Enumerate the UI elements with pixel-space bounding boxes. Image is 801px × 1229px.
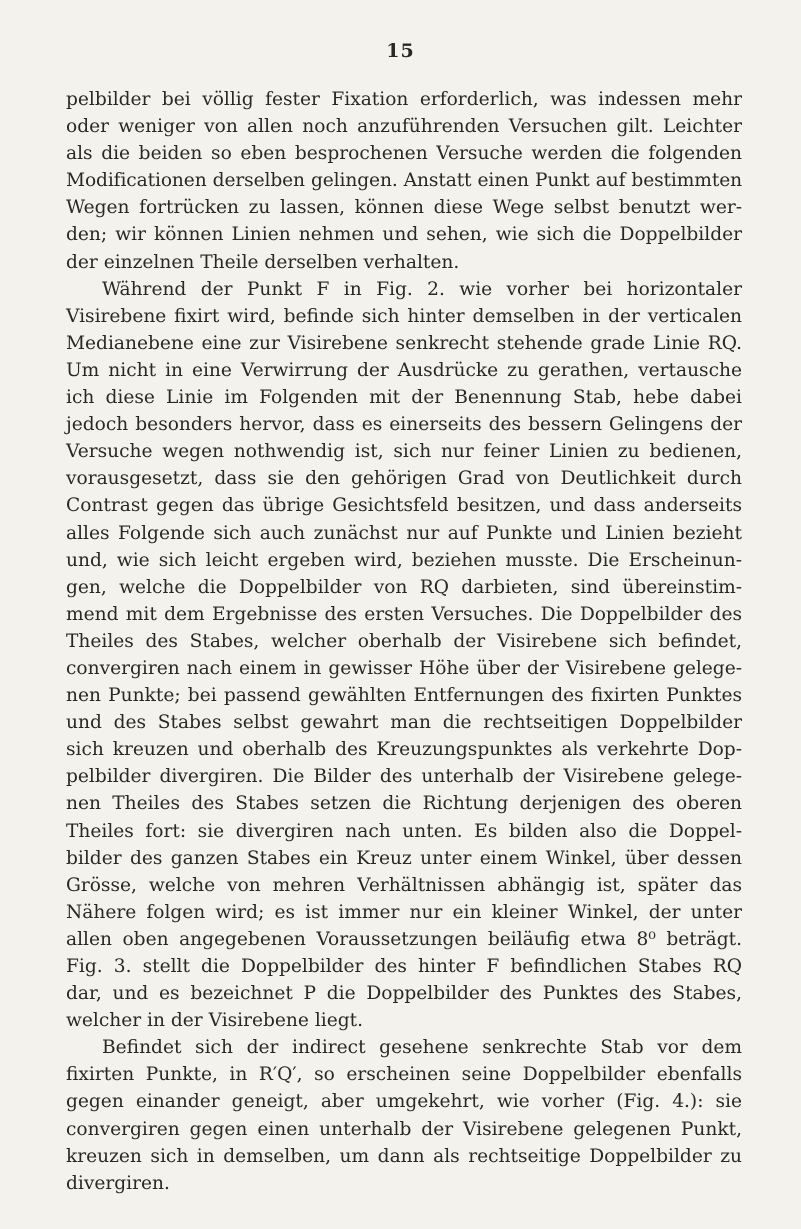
text-line: nen Theiles des Stabes setzen die Richtung derjenigen des oberen	[66, 793, 742, 815]
text-line: Befindet sich der indirect gesehene senkrechte Stab vor dem	[102, 1037, 742, 1059]
text-line: dar, und es bezeichnet P die Doppelbilder des Punktes des Stabes,	[66, 983, 742, 1005]
text-line: Während der Punkt F in Fig. 2. wie vorher bei horizontaler	[102, 278, 742, 300]
text-line: fixirten Punkte, in R′Q′, so erscheinen seine Doppelbilder ebenfalls	[66, 1064, 742, 1086]
text-line: und, wie sich leicht ergeben wird, beziehen musste. Die Erscheinun-	[66, 549, 742, 571]
text-line: als die beiden so eben besprochenen Versuche werden die folgenden	[66, 143, 742, 165]
text-line: Theiles fort: sie divergiren nach unten. Es bilden also die Doppel-	[66, 820, 742, 842]
text-line: convergiren nach einem in gewisser Höhe über der Visirebene gelege-	[66, 657, 742, 679]
text-line: Versuche wegen nothwendig ist, sich nur feiner Linien zu bedienen,	[66, 441, 742, 463]
text-line: den; wir können Linien nehmen und sehen, wie sich die Doppelbilder	[66, 224, 742, 246]
text-line: allen oben angegebenen Voraussetzungen beiläufig etwa 8⁰ beträgt.	[66, 928, 742, 950]
text-line: alles Folgende sich auch zunächst nur auf Punkte und Linien bezieht	[66, 522, 742, 544]
text-line: nen Punkte; bei passend gewählten Entfernungen des fixirten Punktes	[66, 685, 742, 707]
text-line: Contrast gegen das übrige Gesichtsfeld besitzen, und dass anderseits	[66, 495, 742, 517]
text-line: der einzelnen Theile derselben verhalten.	[66, 251, 460, 273]
text-line: Fig. 3. stellt die Doppelbilder des hinter F befindlichen Stabes RQ	[66, 956, 742, 977]
text-line: Theiles des Stabes, welcher oberhalb der Visirebene sich befindet,	[66, 630, 742, 652]
text-line: Wegen fortrücken zu lassen, können diese Wege selbst benutzt wer-	[66, 197, 742, 219]
text-line: Grösse, welche von mehren Verhältnissen abhängig ist, später das	[66, 874, 742, 896]
text-line: pelbilder bei völlig fester Fixation erforderlich, was indessen mehr	[66, 89, 742, 110]
body-text	[66, 86, 742, 1197]
text-line: ich diese Linie im Folgenden mit der Benennung Stab, hebe dabei	[66, 387, 742, 409]
text-line: convergiren gegen einen unterhalb der Visirebene gelegenen Punkt,	[66, 1118, 742, 1140]
text-line: kreuzen sich in demselben, um dann als rechtseitige Doppelbilder zu	[66, 1145, 742, 1167]
text-line: gen, welche die Doppelbilder von RQ darbieten, sind übereinstim-	[66, 576, 742, 598]
text-line: Medianebene eine zur Visirebene senkrecht stehende grade Linie RQ.	[66, 332, 742, 354]
text-line: jedoch besonders hervor, dass es einerseits des bessern Gelingens der	[66, 414, 742, 436]
text-line: vorausgesetzt, dass sie den gehörigen Grad von Deutlichkeit durch	[66, 468, 742, 490]
text-line: Visirebene fixirt wird, befinde sich hinter demselben in der verticalen	[66, 305, 742, 327]
text-line: bilder des ganzen Stabes ein Kreuz unter einem Winkel, über dessen	[66, 847, 742, 869]
text-line: Um nicht in eine Verwirrung der Ausdrücke zu gerathen, vertausche	[66, 359, 742, 381]
text-line: divergiren.	[66, 1172, 170, 1194]
text-line: oder weniger von allen noch anzuführenden Versuchen gilt. Leichter	[66, 116, 742, 138]
text-line: sich kreuzen und oberhalb des Kreuzungspunktes als verkehrte Dop-	[66, 739, 742, 761]
text-line: welcher in der Visirebene liegt.	[66, 1010, 364, 1032]
text-line: gegen einander geneigt, aber umgekehrt, wie vorher (Fig. 4.): sie	[66, 1091, 742, 1113]
text-line: pelbilder divergiren. Die Bilder des unterhalb der Visirebene gelege-	[66, 766, 742, 788]
text-line: Modificationen derselben gelingen. Anstatt einen Punkt auf bestimmten	[66, 170, 742, 192]
text-line: und des Stabes selbst gewahrt man die rechtseitigen Doppelbilder	[66, 712, 742, 734]
page-number: 15	[386, 40, 415, 62]
text-line: mend mit dem Ergebnisse des ersten Versuches. Die Doppelbilder des	[66, 603, 742, 625]
text-line: Nähere folgen wird; es ist immer nur ein kleiner Winkel, der unter	[66, 901, 742, 923]
